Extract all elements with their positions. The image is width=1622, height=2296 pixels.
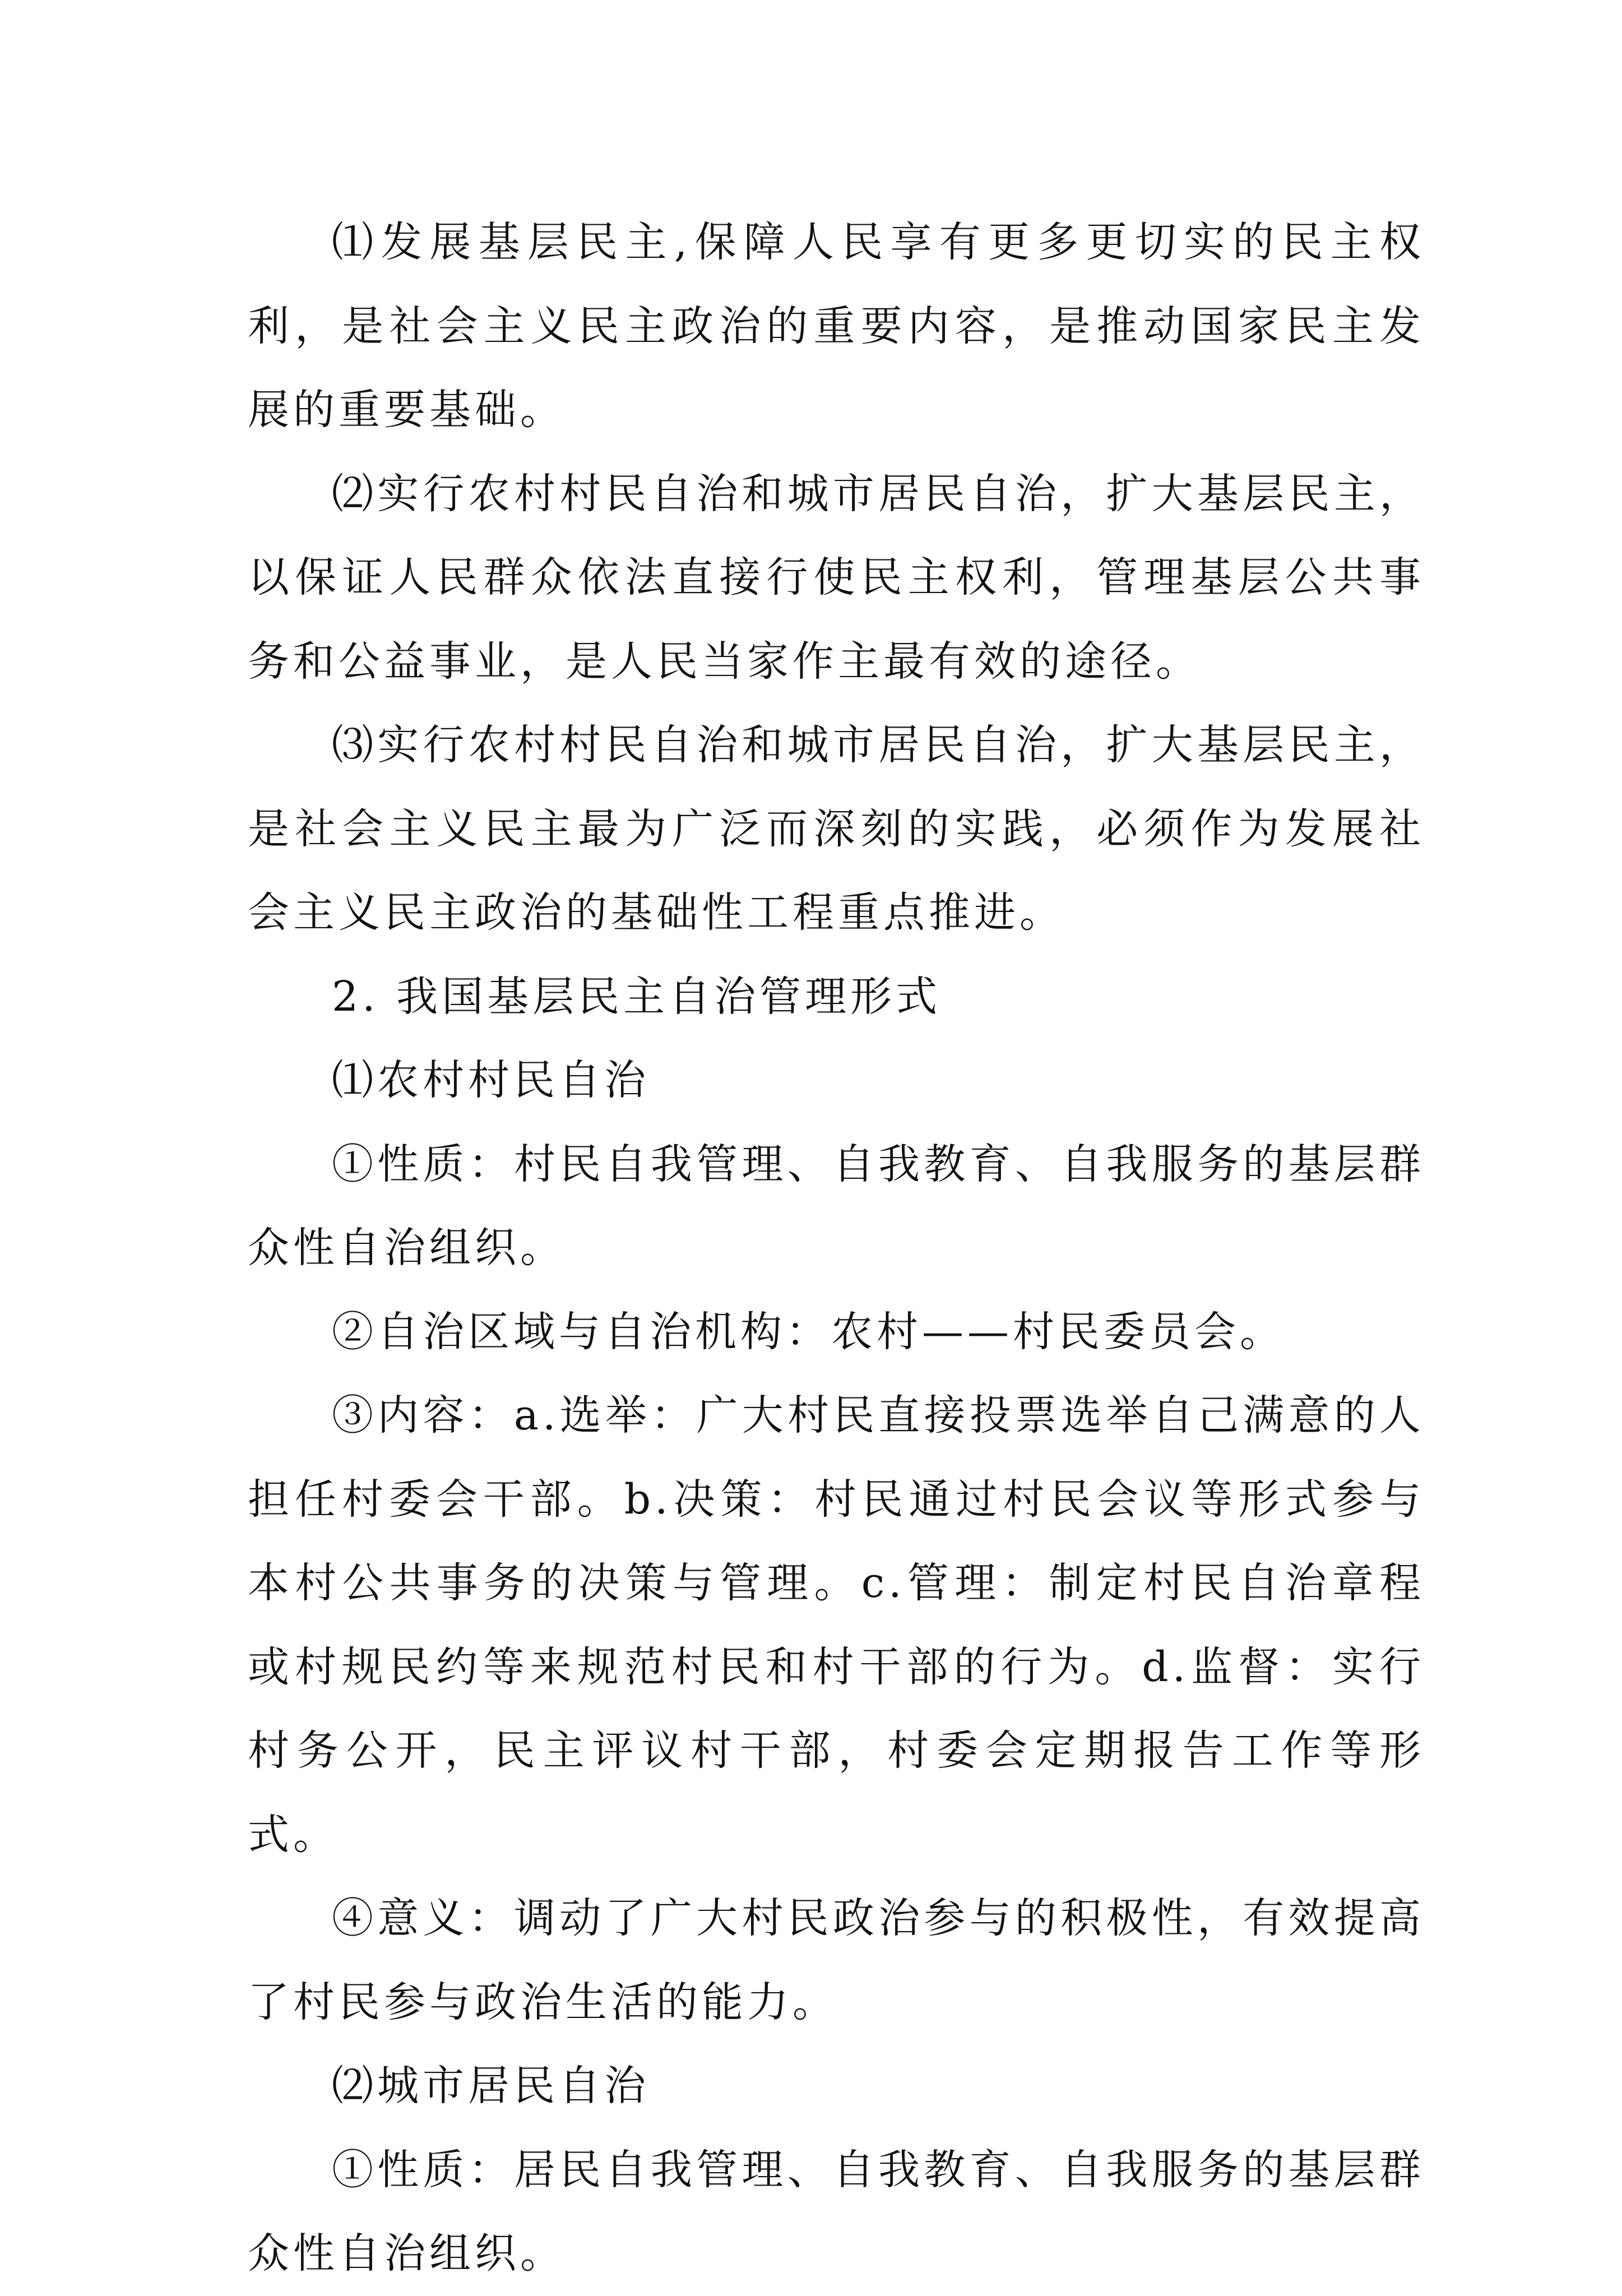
paragraph-rural-significance: ④意义：调动了广大村民政治参与的积极性，有效提高了村民参与政治生活的能力。	[248, 1894, 1425, 2026]
paragraph-urban-nature: ①性质：居民自我管理、自我教育、自我服务的基层群众性自治组织。	[248, 2145, 1425, 2278]
document-body	[248, 201, 1425, 2296]
paragraph-2: ⑵实行农村村民自治和城市居民自治，扩大基层民主，以保证人民群众依法直接行使民主权利，管理基层公共事务和公益事业，是人民当家作主最有效的途径。	[248, 469, 1425, 686]
section-heading: 2. 我国基层民主自治管理形式	[332, 972, 942, 1021]
paragraph-rural-nature: ①性质：村民自我管理、自我教育、自我服务的基层群众性自治组织。	[248, 1140, 1425, 1272]
subsection-heading-rural: ⑴农村村民自治	[332, 1056, 650, 1104]
paragraph-3: ⑶实行农村村民自治和城市居民自治，扩大基层民主，是社会主义民主最为广泛而深刻的实践，必须作为发展社会主义民主政治的基础性工程重点推进。	[248, 721, 1425, 937]
paragraph-rural-region: ②自治区域与自治机构：农村——村民委员会。	[332, 1307, 1285, 1356]
subsection-heading-urban: ⑵城市居民自治	[332, 2062, 650, 2110]
paragraph-1: ⑴发展基层民主,保障人民享有更多更切实的民主权利，是社会主义民主政治的重要内容，是推动国家民主发展的重要基础。	[248, 218, 1425, 434]
paragraph-rural-content: ③内容：a.选举：广大村民直接投票选举自己满意的人担任村委会干部。b.决策：村民通过村民会议等形式参与本村公共事务的决策与管理。c.管理：制定村民自治章程或村规民约等来规范村民和村干部的行为。d.监督：实行村务公开，民主评议村干部，村委会定期报告工作等形式。	[248, 1391, 1425, 1859]
